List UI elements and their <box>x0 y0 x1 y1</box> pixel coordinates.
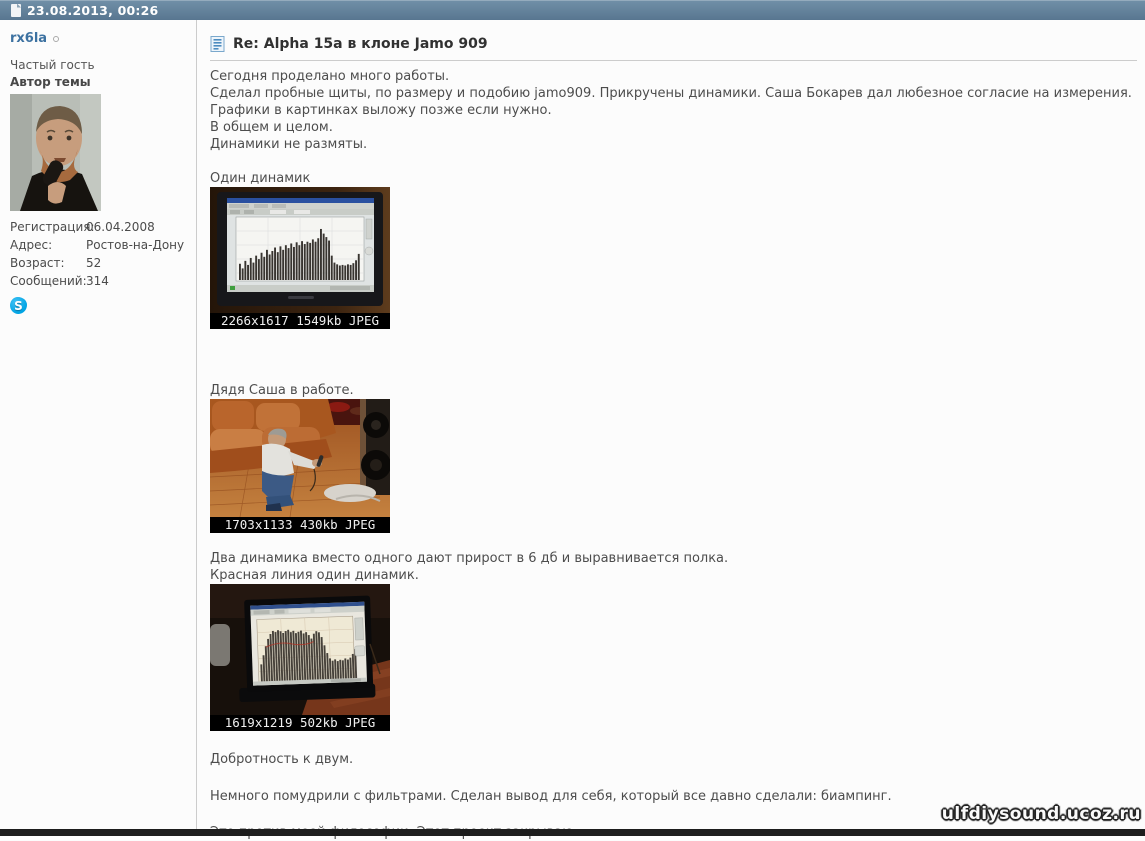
post-date: 23.08.2013, 00:26 <box>27 2 159 18</box>
image1-caption: 2266x1617 1549kb JPEG <box>210 313 390 329</box>
site-watermark: ulfdiysound.ucoz.ru <box>941 804 1141 824</box>
post-outro-line1: Добротность к двум. <box>210 752 354 767</box>
info-row-age: Возраст: 52 <box>10 256 102 270</box>
image1-label: Один динамик <box>210 171 311 186</box>
post-outro-line2: Немного помудрили с фильтрами. Сделан вывод для себя, который все давно сделали: биампинг. <box>210 789 892 804</box>
info-row-address: Адрес: Ростов-на-Дону <box>10 238 185 252</box>
document-icon <box>210 36 225 52</box>
title-divider <box>210 60 1137 61</box>
image2-label: Дядя Саша в работе. <box>210 383 354 398</box>
post-body <box>210 20 1140 841</box>
page-icon <box>11 4 21 17</box>
post-header-bar <box>0 0 1145 20</box>
thumbnail-graph-two-speakers[interactable] <box>210 584 390 731</box>
avatar <box>10 94 101 211</box>
thumbnail-man-measuring[interactable] <box>210 399 390 533</box>
user-sidebar <box>0 20 196 314</box>
image2-caption: 1703x1133 430kb JPEG <box>210 517 390 533</box>
info-row-messages: Сообщений: 314 <box>10 274 109 288</box>
post-title: Re: Alpha 15a в клоне Jamo 909 <box>233 36 488 52</box>
thread-author-label: Автор темы <box>10 75 91 89</box>
image3-label: Два динамика вместо одного дают прирост в 6 дб и выравнивается полка. Красная линия один динамик. <box>210 551 729 583</box>
post-intro-text: Сегодня проделано много работы. Сделал пробные щиты, по размеру и подобию jamo909. Прикручены динамики. Саша Бокарев дал любезное согласие на измерения. Графики в картинках выложу позже если нужно. В общем и целом. Динамики не размяты. <box>210 69 1132 152</box>
username-link[interactable]: rx6la <box>10 31 48 46</box>
user-info-table <box>10 220 188 288</box>
image3-caption: 1619x1219 502kb JPEG <box>210 715 390 731</box>
bottom-divider-bar <box>0 829 1145 836</box>
column-divider <box>196 20 197 829</box>
user-rank: Частый гость <box>10 58 95 72</box>
skype-icon[interactable]: S <box>10 297 27 314</box>
thumbnail-graph-one-speaker[interactable] <box>210 187 390 329</box>
info-row-registration: Регистрация: 06.04.2008 <box>10 220 155 234</box>
offline-circle-icon <box>53 36 59 42</box>
